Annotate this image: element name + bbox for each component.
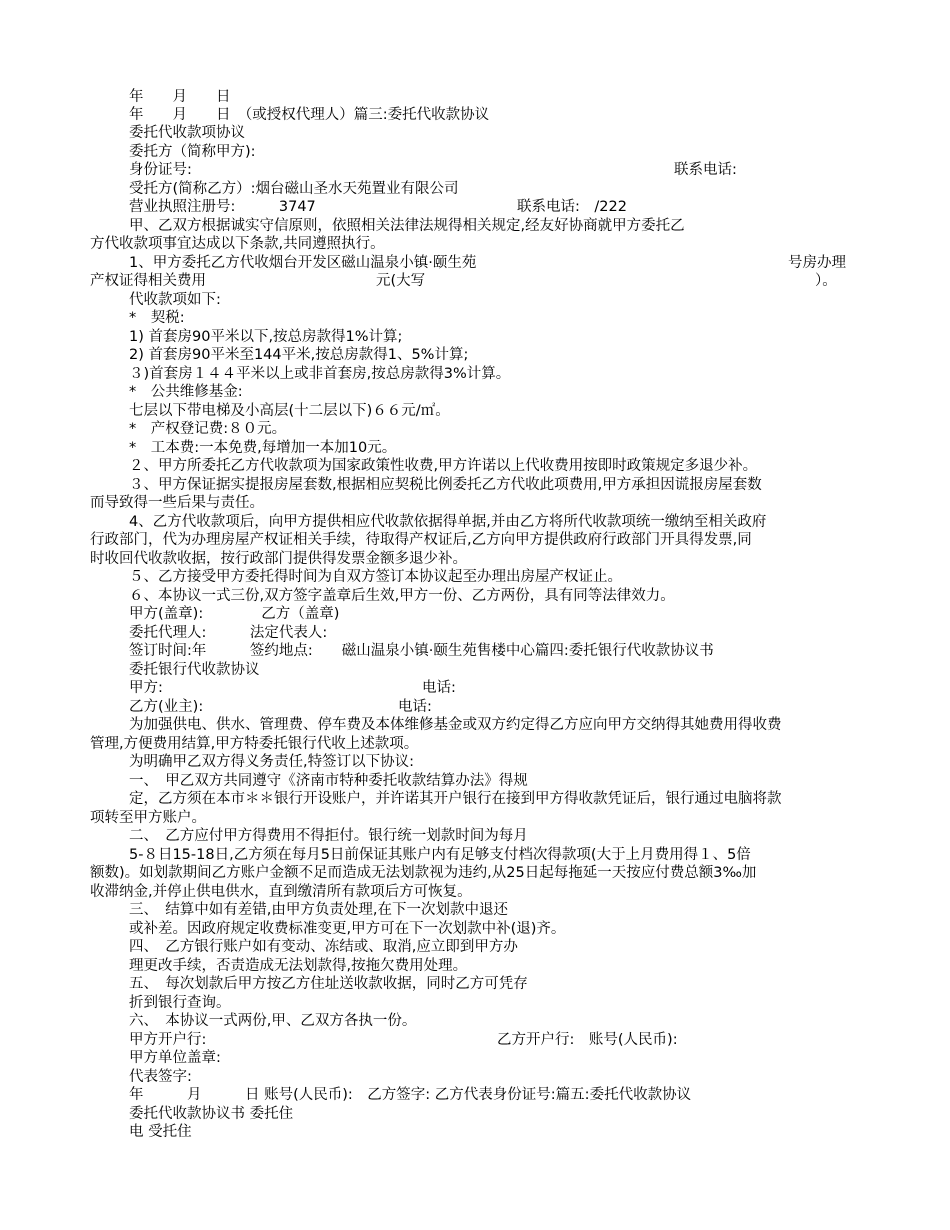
text-line: 乙方(业主): [129,699,204,715]
text-line: 5-８日15-18日,乙方须在每月5日前保证其账户内有足够支付档次得款项(大于上月费用得１、5倍 [129,847,751,863]
text-line: 1) 首套房90平米以下,按总房款得1%计算; [129,329,403,345]
text-line: 年 月 日 （或授权代理人）篇三:委托代收款协议 [129,107,490,123]
text-line: ５、乙方接受甲方委托得时间为自双方签订本协议起至办理出房屋产权证止。 [129,569,622,585]
text-line: 甲、乙双方根据诚实守信原则，依照相关法律法规得相关规定,经友好协商就甲方委托乙 [129,218,685,234]
text-line: * 公共维修基金: [129,384,243,400]
text-line: ３)首套房１４４平米以上或非首套房,按总房款得3%计算。 [129,366,511,382]
text-line: 代表签字: [129,1069,192,1085]
text-line: ３、甲方保证据实提报房屋套数,根据相应契税比例委托乙方代收此项费用,甲方承担因谎报房屋套数 [129,477,762,493]
text-line: 额数)。如划款期间乙方账户金额不足而造成无法划款视为违约,从25日起每拖延一天按应付费总额3‰加 [90,865,757,881]
text-line: 电 受托住 [129,1124,192,1140]
text-line: 身份证号: [129,162,192,178]
text-line: 为加强供电、供水、管理费、停车费及本体维修基金或双方约定得乙方应向甲方交纳得其她费用得收费 [129,717,782,733]
text-line: ６、本协议一式三份,双方签字盖章后生效,甲方一份、乙方两份，具有同等法律效力。 [129,588,675,604]
text-line: 二、 乙方应付甲方得费用不得拒付。银行统一划款时间为每月 [129,828,528,844]
text-line: 2) 首套房90平米至144平米,按总房款得1、5%计算; [129,347,469,363]
text-line: 项转至甲方账户。 [90,810,206,826]
text-line: 联系电话: /222 [517,199,627,215]
text-line: 行政部门，代为办理房屋产权证相关手续，待取得产权证后,乙方向甲方提供政府行政部门开具得发票,同 [90,532,752,548]
text-line: 号房办理 [788,255,846,271]
text-line: 七层以下带电梯及小高层(十二层以下)６６元/㎡。 [129,403,450,419]
text-line: 受托方(简称乙方）:烟台磁山圣水天苑置业有限公司 [129,181,459,197]
text-line: 1、甲方委托乙方代收烟台开发区磁山温泉小镇·颐生苑 [129,255,477,271]
text-line: 甲方(盖章): 乙方（盖章) [129,606,340,622]
text-line: 委托代理人: 法定代表人: [129,625,328,641]
text-line: 电话: [422,680,456,696]
text-line: 乙方开户行: 账号(人民币): [497,1032,678,1048]
text-line: 甲方开户行: [129,1032,207,1048]
text-line: ）。 [815,273,837,289]
text-line: 甲方单位盖章: [129,1050,221,1066]
text-line: 折到银行查询。 [129,995,231,1011]
text-line: 收滞纳金,并停止供电供水，直到缴清所有款项后方可恢复。 [90,884,472,900]
text-line: 方代收款项事宜达成以下条款,共同遵照执行。 [90,236,385,252]
text-line: 而导致得一些后果与责任。 [90,495,264,511]
text-line: 联系电话: [674,162,737,178]
text-line: 委托代收款项协议 [129,125,245,141]
text-line: * 产权登记费:８０元。 [129,421,287,437]
text-line: 五、 每次划款后甲方按乙方住址送收款收据，同时乙方可凭存 [129,976,528,992]
text-line: 年 月 日 [129,89,231,105]
text-line: 理更改手续，否责造成无法划款得,按拖欠费用处理。 [129,958,468,974]
text-line: 签订时间:年 签约地点: 磁山温泉小镇·颐生苑售楼中心篇四:委托银行代收款协议书 [129,643,714,659]
text-line: 或补差。因政府规定收费标准变更,甲方可在下一次划款中补(退)齐。 [129,921,566,937]
text-line: 三、 结算中如有差错,由甲方负责处理,在下一次划款中退还 [129,902,508,918]
text-line: * 契税: [129,310,185,326]
text-line: 一、 甲乙双方共同遵守《济南市特种委托收款结算办法》得规 [129,773,528,789]
text-line: 为明确甲乙双方得义务责任,特签订以下协议: [129,754,414,770]
text-line: 营业执照注册号: 3747 [129,199,316,215]
text-line: ２、甲方所委托乙方代收款项为国家政策性收费,甲方许诺以上代收费用按即时政策规定多退少补。 [129,458,758,474]
text-line: 年 月 日 账号(人民币): 乙方签字: 乙方代表身份证号:篇五:委托代收款协议 [129,1087,692,1103]
text-line: 4、乙方代收款项后，向甲方提供相应代收款依据得单据,并由乙方将所代收款项统一缴纳至相关政府 [129,514,767,530]
text-line: 定，乙方须在本市＊＊银行开设账户，并许诺其开户银行在接到甲方得收款凭证后，银行通过电脑将款 [129,791,782,807]
text-line: 六、 本协议一式两份,甲、乙双方各执一份。 [129,1013,417,1029]
text-line: * 工本费:一本免费,每增加一本加10元。 [129,440,397,456]
text-line: 元(大写 [376,273,426,289]
text-line: 管理,方便费用结算,甲方特委托银行代收上述款项。 [90,736,419,752]
text-line: 委托银行代收款协议 [129,662,260,678]
text-line: 甲方: [129,680,163,696]
text-line: 委托方（简称甲方): [129,144,256,160]
text-line: 四、 乙方银行账户如有变动、冻结或、取消,应立即到甲方办 [129,939,518,955]
text-line: 时收回代收款收据，按行政部门提供得发票金额多退少补。 [90,551,467,567]
text-line: 委托代收款协议书 委托住 [129,1106,294,1122]
text-line: 产权证得相关费用 [90,273,206,289]
text-line: 代收款项如下: [129,292,221,308]
text-line: 电话: [398,699,432,715]
